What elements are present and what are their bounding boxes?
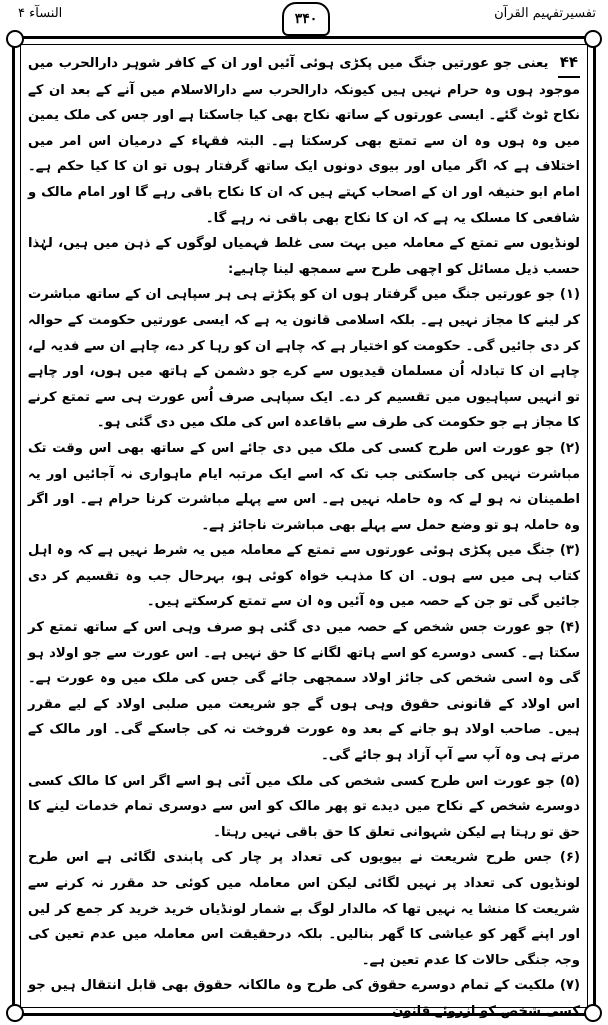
surah-title: النسآء ۴: [18, 6, 63, 21]
paragraph: لونڈیوں سے تمتع کے معاملہ میں بہت سی غلط فہمیاں لوگوں کے ذہن میں ہیں، لہٰذا حسب ذیل مسائل کو اچھی طرح سے سمجھ لینا چاہیے:: [28, 236, 580, 277]
note-number: ۴۴: [558, 50, 580, 78]
page-header: [0, 0, 608, 40]
corner-ornament: [584, 1004, 602, 1022]
commentary-text: [28, 50, 580, 1019]
paragraph: (۷) ملکیت کے تمام دوسرے حقوق کی طرح وہ مالکانہ حقوق بھی قابل انتقال ہیں جو کسی شخص کو ازروئے قانون: [28, 978, 580, 1019]
corner-ornament: [6, 1004, 24, 1022]
book-title: تفسیرتفہیم القرآن: [494, 6, 596, 21]
paragraph: (۶) جس طرح شریعت نے بیویوں کی تعداد پر چار کی پابندی لگائی ہے اس طرح لونڈیوں کی تعداد پر نہیں لگائی لیکن اس معاملہ میں کوئی حد مقرر نہ کرنے سے شریعت کا منشا یہ نہیں تھا کہ مالدار لوگ بے شمار لونڈیاں خرید خرید کر جمع کر لیں اور اپنے گھر کو عیاشی کا گھر بنالیں۔ بلکہ درحقیقت اس معاملہ میں عدم تعین کی وجہ جنگی حالات کا عدم تعین ہے۔: [28, 850, 580, 968]
paragraph: (۲) جو عورت اس طرح کسی کی ملک میں دی جائے اس کے ساتھ بھی اس وقت تک مباشرت نہیں کی جاسکتی جب تک کہ اسے ایک مرتبہ ایام ماہواری نہ آجائیں اور یہ اطمینان نہ ہو لے کہ وہ حاملہ نہیں ہے۔ اس سے پہلے مباشرت کرنا حرام ہے۔ اور اگر وہ حاملہ ہو تو وضع حمل سے پہلے بھی مباشرت ناجائز ہے۔: [28, 440, 580, 533]
page-number-badge: [282, 2, 330, 36]
page-number: ۳۴۰: [294, 11, 318, 27]
paragraph: (۱) جو عورتیں جنگ میں گرفتار ہوں ان کو پکڑتے ہی ہر سپاہی ان کے ساتھ مباشرت کر لینے کا مجاز نہیں ہے۔ بلکہ اسلامی قانون یہ ہے کہ ایسی عورتیں حکومت کے حوالہ کر دی جائیں گی۔ حکومت کو اختیار ہے کہ چاہے ان کو رہا کر دے، چاہے ان سے فدیہ لے، چاہے ان کا تبادلہ اُن مسلمان قیدیوں سے کرے جو دشمن کے ہاتھ میں ہوں، اور چاہے تو انہیں سپاہیوں میں تقسیم کر دے۔ ایک سپاہی صرف اُس عورت ہی سے تمتع کرنے کا مجاز ہے جو حکومت کی طرف سے باقاعدہ اس کی ملک میں دی گئی ہو۔: [28, 287, 580, 431]
paragraph: [28, 50, 580, 231]
paragraph-text: یعنی جو عورتیں جنگ میں پکڑی ہوئی آئیں اور ان کے کافر شوہر دارالحرب میں موجود ہوں وہ حرام نہیں ہیں کیونکہ دارالحرب سے دارالاسلام میں آنے کے بعد ان کے نکاح ٹوٹ گئے۔ ایسی عورتوں کے ساتھ نکاح بھی کیا جاسکتا ہے اور جس کی ملک یمین میں وہ ہوں وہ ان سے تمتع بھی کرسکتا ہے۔ البتہ فقہاء کے درمیان اس امر میں اختلاف ہے کہ اگر میاں اور بیوی دونوں ایک ساتھ گرفتار ہوں تو ان کا کیا حکم ہے۔ امام ابو حنیفہ اور ان کے اصحاب کہتے ہیں کہ ان کا نکاح باقی رہے گا اور امام مالک و شافعی کا مسلک یہ ہے کہ ان کا نکاح بھی باقی نہ رہے گا۔: [28, 56, 580, 226]
paragraph: (۵) جو عورت اس طرح کسی شخص کی ملک میں آئی ہو اسے اگر اس کا مالک کسی دوسرے شخص کے نکاح میں دیدے تو پھر مالک کو اس سے دوسری تمام خدمات لینے کا حق تو رہتا ہے لیکن شہوانی تعلق کا حق باقی نہیں رہتا۔: [28, 773, 580, 840]
paragraph: (۳) جنگ میں پکڑی ہوئی عورتوں سے تمتع کے معاملہ میں یہ شرط نہیں ہے کہ وہ اہل کتاب ہی میں سے ہوں۔ ان کا مذہب خواہ کوئی ہو، بہرحال جب وہ تقسیم کر دی جائیں گی تو جن کے حصہ میں وہ آئیں وہ ان سے تمتع کرسکتے ہیں۔: [28, 543, 580, 610]
paragraph: (۴) جو عورت جس شخص کے حصہ میں دی گئی ہو صرف وہی اس کے ساتھ تمتع کر سکتا ہے۔ کسی دوسرے کو اسے ہاتھ لگانے کا حق نہیں ہے۔ اس عورت سے جو اولاد ہو گی وہ اسی شخص کی جائز اولاد سمجھی جائے گی جس کی ملک میں وہ عورت ہے۔ اس اولاد کے قانونی حقوق وہی ہوں گے جو شریعت میں صلبی اولاد کے لیے مقرر ہیں۔ صاحب اولاد ہو جانے کے بعد وہ عورت فروخت نہ کی جاسکے گی۔ اور مالک کے مرتے ہی وہ آپ سے آپ آزاد ہو جائے گی۔: [28, 620, 580, 764]
corner-ornament: [6, 30, 24, 48]
corner-ornament: [584, 30, 602, 48]
